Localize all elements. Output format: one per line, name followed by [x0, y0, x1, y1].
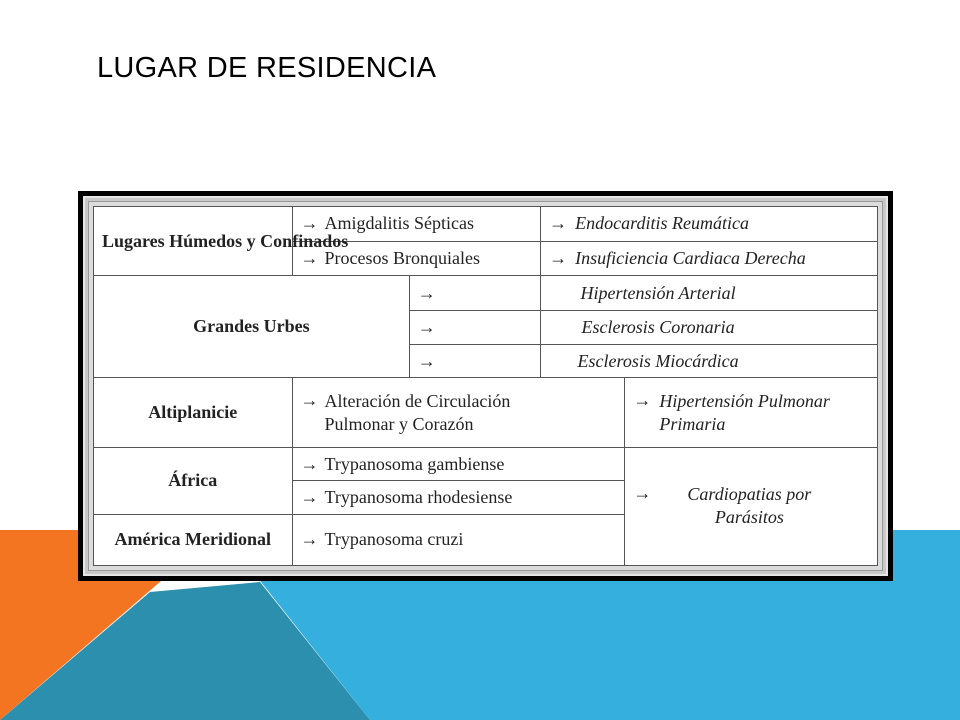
arrow-icon: →: [417, 282, 436, 303]
place-cell-america: América Meridional: [94, 514, 293, 565]
outcome-cell: Esclerosis Miocárdica: [541, 344, 878, 378]
place-cell-humedos: Lugares Húmedos y Confinados: [94, 207, 293, 276]
disease-cell: → Trypanosoma gambiense: [292, 447, 625, 481]
slide-title: LUGAR DE RESIDENCIA: [97, 52, 437, 84]
table-row: [94, 378, 878, 447]
table-row: [94, 276, 878, 311]
table-row: [94, 447, 878, 481]
outcome-cell-parasitos: → Cardiopatias por Parásitos: [625, 447, 878, 565]
arrow-icon: →: [549, 248, 568, 268]
disease-cell: → Procesos Bronquiales: [292, 241, 541, 276]
arrow-icon: →: [300, 389, 319, 410]
arrow-icon: →: [300, 213, 319, 234]
disease-cell: → Amigdalitis Sépticas: [292, 207, 541, 242]
outcome-cell: → Insuficiencia Cardiaca Derecha: [541, 241, 878, 276]
arrow-cell: [409, 344, 540, 378]
outcome-cell: → Hipertensión Pulmonar Primaria: [625, 378, 878, 447]
arrow-icon: →: [300, 487, 319, 508]
arrow-icon: →: [633, 389, 652, 410]
arrow-icon: →: [633, 483, 652, 504]
arrow-cell: [409, 276, 540, 311]
table-frame: [78, 191, 893, 581]
disease-cell: → Trypanosoma rhodesiense: [292, 481, 625, 515]
place-cell-urbes: Grandes Urbes: [94, 276, 410, 378]
place-cell-africa: África: [94, 447, 293, 514]
arrow-icon: →: [417, 350, 436, 371]
place-cell-altiplanicie: Altiplanicie: [94, 378, 293, 447]
arrow-icon: →: [417, 316, 436, 337]
arrow-icon: →: [300, 453, 319, 474]
outcome-cell: Esclerosis Coronaria: [541, 311, 878, 345]
arrow-icon: →: [300, 248, 319, 268]
disease-cell: → Alteración de Circulación Pulmonar y Corazón: [292, 378, 625, 447]
outcome-cell: → Endocarditis Reumática: [541, 207, 878, 242]
arrow-cell: [409, 311, 540, 345]
outcome-cell: Hipertensión Arterial: [541, 276, 878, 311]
disease-cell: → Trypanosoma cruzi: [292, 514, 625, 565]
arrow-icon: →: [549, 213, 568, 234]
arrow-icon: →: [300, 529, 319, 550]
table-row: [94, 207, 878, 242]
residence-table: [93, 206, 878, 566]
